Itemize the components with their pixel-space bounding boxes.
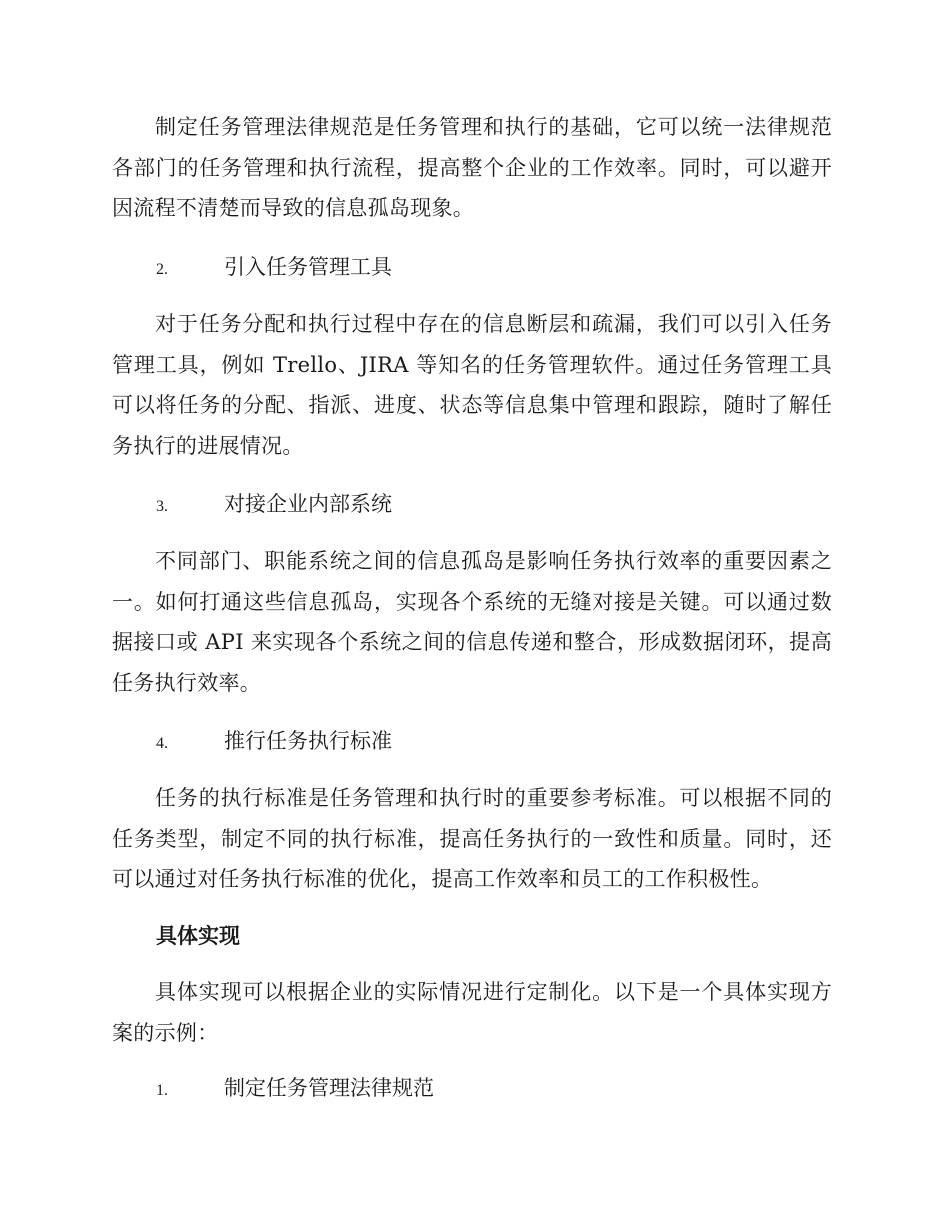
list-text: 推行任务执行标准: [224, 729, 392, 753]
list-text: 对接企业内部系统: [224, 492, 392, 516]
paragraph-execution-standards: 任务的执行标准是任务管理和执行时的重要参考标准。可以根据不同的任务类型，制定不同的执行标准，提高任务执行的一致性和质量。同时，还可以通过对任务执行标准的优化，提高工作效率和员工的工作积极性。: [112, 786, 832, 891]
list-item-task-tools: [156, 252, 392, 285]
paragraph-task-tools: 对于任务分配和执行过程中存在的信息断层和疏漏，我们可以引入任务管理工具，例如 Trello、JIRA 等知名的任务管理软件。通过任务管理工具可以将任务的分配、指派、进度、状态等信息集中管理和跟踪，随时了解任务执行的进展情况。: [112, 312, 832, 458]
paragraph-internal-systems: 不同部门、职能系统之间的信息孤岛是影响任务执行效率的重要因素之一。如何打通这些信息孤岛，实现各个系统的无缝对接是关键。可以通过数据接口或 API 来实现各个系统之间的信息传递和整合，形成数据闭环，提高任务执行效率。: [112, 549, 832, 695]
list-text: 制定任务管理法律规范: [224, 1076, 434, 1100]
list-item-execution-standards: [156, 726, 392, 759]
list-item-legal-norms: [156, 1073, 434, 1106]
paragraph-legal-norms: 制定任务管理法律规范是任务管理和执行的基础，它可以统一法律规范各部门的任务管理和执行流程，提高整个企业的工作效率。同时，可以避开因流程不清楚而导致的信息孤岛现象。: [112, 115, 832, 220]
list-number: 1.: [156, 1082, 168, 1099]
list-item-internal-systems: [156, 489, 392, 522]
list-number: 4.: [156, 735, 168, 752]
section-heading: 具体实现: [156, 924, 240, 948]
list-number: 2.: [156, 261, 168, 278]
list-text: 引入任务管理工具: [224, 255, 392, 279]
paragraph-implementation: 具体实现可以根据企业的实际情况进行定制化。以下是一个具体实现方案的示例：: [112, 980, 832, 1045]
list-number: 3.: [156, 498, 168, 515]
